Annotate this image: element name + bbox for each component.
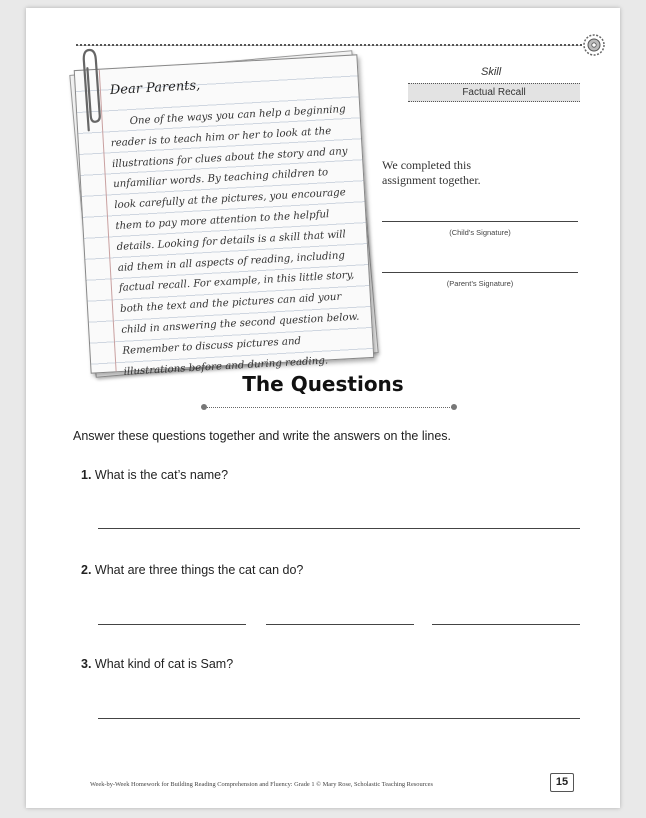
question-number: 2. [81, 563, 92, 577]
question-3 [81, 657, 233, 671]
footer-credit: Week-by-Week Homework for Building Reading Comprehension and Fluency: Grade 1 © Mary Rose, Scholastic Teaching Resources [90, 781, 433, 788]
question-number: 1. [81, 468, 92, 482]
question-number: 3. [81, 657, 92, 671]
child-signature-line[interactable] [382, 221, 578, 222]
gear-icon [582, 33, 606, 57]
parent-signature-label: (Parent’s Signature) [446, 279, 514, 288]
note-card [74, 54, 375, 378]
title-divider [204, 407, 454, 408]
questions-title: The Questions [242, 372, 404, 396]
page-number: 15 [550, 773, 574, 792]
question-text: What is the cat’s name? [94, 468, 229, 482]
top-rule [76, 44, 582, 46]
answer-line-2a[interactable] [98, 624, 246, 625]
answer-line-2c[interactable] [432, 624, 580, 625]
answer-line-3[interactable] [98, 718, 580, 719]
skill-heading: Skill [481, 66, 502, 78]
parent-note [72, 54, 372, 378]
note-body: One of the ways you can help a beginning reader is to teach him or her to look at the illustrations for clues about the story and any unfamiliar words. By teaching children to look carefully at the pictures, you encourage them to pay more attention to the helpful details. Looking for details is a skill that will aid them in all aspects of reading, including factual recall. For example, in this little story, both the text and the pictures can aid your child in answering the second question below. Remember to discuss pictures and illustrations before and during reading. [110, 104, 360, 378]
question-1 [81, 468, 228, 482]
note-greeting: Dear Parents, [109, 78, 201, 99]
question-text: What kind of cat is Sam? [94, 657, 234, 671]
question-text: What are three things the cat can do? [94, 563, 304, 577]
title-divider-dot-left [201, 404, 207, 410]
parent-signature-line[interactable] [382, 272, 578, 273]
answer-line-1[interactable] [98, 528, 580, 529]
completed-statement: We completed this assignment together. [382, 158, 481, 187]
question-2 [81, 563, 303, 577]
paperclip-icon [75, 45, 107, 137]
worksheet-page [26, 8, 620, 808]
title-divider-dot-right [451, 404, 457, 410]
child-signature-label: (Child’s Signature) [449, 228, 511, 237]
answer-line-2b[interactable] [266, 624, 414, 625]
instructions: Answer these questions together and write the answers on the lines. [73, 429, 451, 443]
skill-value: Factual Recall [408, 83, 580, 102]
